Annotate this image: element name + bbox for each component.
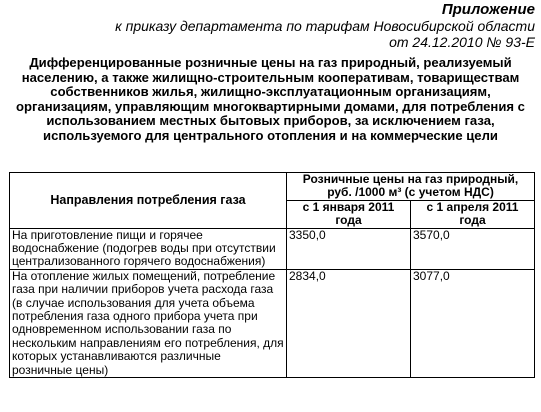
direction-cell: На отопление жилых помещений, потребление газа при наличии приборов учета расхода газа (в случае использования для учета объема потребления газа одного прибора учета при одновременном использовании газа по нескольким направлениям его потребления, для которых устанавливаются различные розничные цены) xyxy=(10,269,287,377)
appendix-order-reference: к приказу департамента по тарифам Новосибирской области xyxy=(115,18,535,34)
direction-column-header: Направления потребления газа xyxy=(10,173,287,229)
table-row xyxy=(10,228,535,269)
price-cell-january: 2834,0 xyxy=(287,269,411,377)
table-header-row xyxy=(10,173,535,201)
price-cell-january: 3350,0 xyxy=(287,228,411,269)
date-header-april: с 1 апреля 2011 года xyxy=(411,200,535,228)
appendix-heading: Приложение xyxy=(441,1,535,18)
price-cell-april: 3077,0 xyxy=(411,269,535,377)
appendix-block xyxy=(5,2,535,50)
date-header-january: с 1 января 2011 года xyxy=(287,200,411,228)
appendix-order-date: от 24.12.2010 № 93-Е xyxy=(389,34,535,50)
price-column-header: Розничные цены на газ природный, руб. /1000 м³ (с учетом НДС) xyxy=(287,173,535,201)
table-row xyxy=(10,269,535,377)
price-table xyxy=(9,172,535,378)
price-cell-april: 3570,0 xyxy=(411,228,535,269)
document-title: Дифференцированные розничные цены на газ природный, реализуемый населению, а также жилищно-строительным кооперативам, товариществам собственников жилья, жилищно-эксплуатационным организациям, организациям, управляющим многоквартирными домами, для потребления с использованием местных бытовых приборов, за исключением газа, используемого для центрального отопления и на коммерческие цели xyxy=(16,55,525,143)
direction-cell: На приготовление пищи и горячее водоснабжение (подогрев воды при отсутствии централизованного горячего водоснабжения) xyxy=(10,228,287,269)
